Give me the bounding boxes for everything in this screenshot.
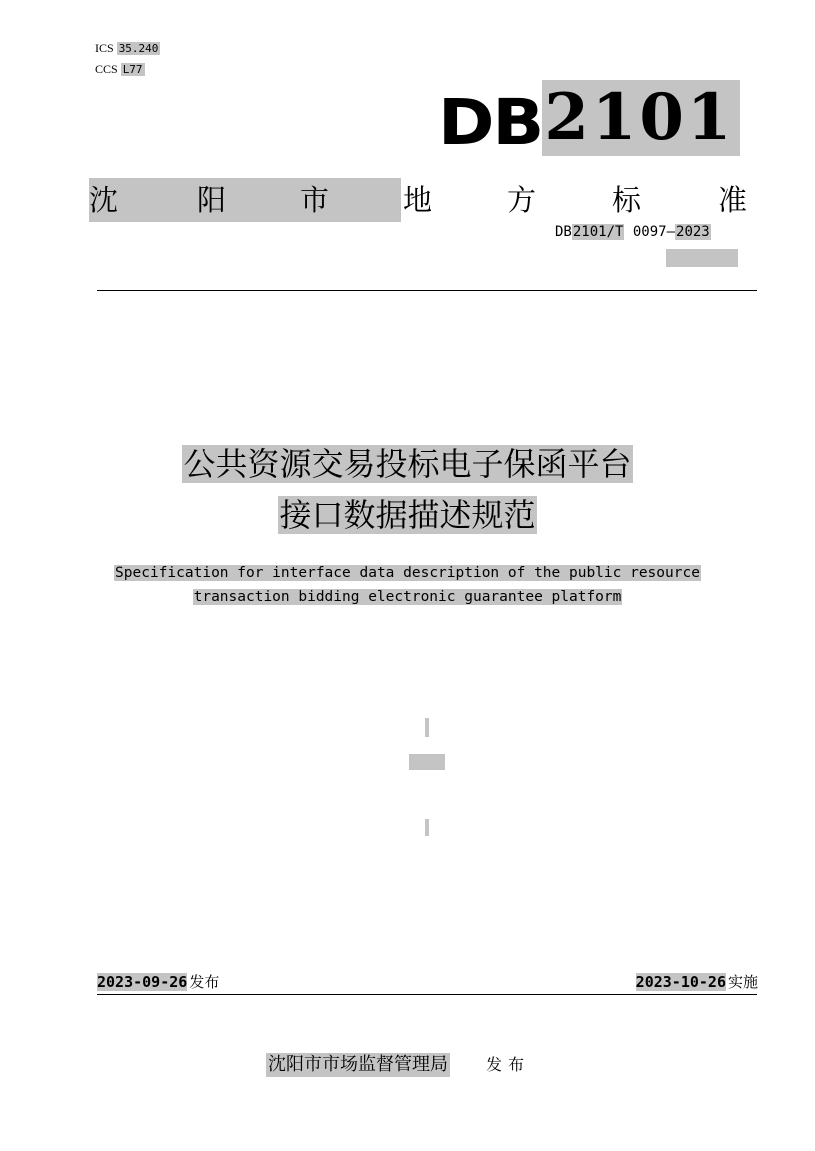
- placeholder-mark: [425, 718, 429, 737]
- effective-date: [636, 972, 758, 992]
- ccs-code: L77: [122, 63, 143, 76]
- ics-classification: [95, 41, 160, 56]
- blank-placeholder-box: [666, 249, 738, 267]
- issuer-name: 沈阳市市场监督管理局: [268, 1054, 448, 1075]
- english-title-line1: [0, 564, 815, 583]
- ics-code: 35.240: [118, 42, 159, 55]
- standard-type-char: 阳: [197, 183, 227, 217]
- main-title-line2: [0, 494, 815, 536]
- standard-code-number: 0097—: [624, 224, 676, 240]
- english-title-line2-text: transaction bidding electronic guarantee platform: [193, 589, 622, 605]
- standard-type-char: 地: [403, 183, 433, 217]
- standard-code-year: 2023: [676, 224, 710, 240]
- issuer-row: [266, 1053, 530, 1077]
- main-title-line2-text: 接口数据描述规范: [279, 496, 536, 534]
- standard-type-char: 市: [300, 183, 330, 217]
- db-logo-number: 2101: [542, 80, 740, 156]
- placeholder-mark: [409, 754, 445, 770]
- standard-code-prefix: DB: [555, 224, 572, 240]
- issuer-action: 发布: [486, 1055, 531, 1074]
- placeholder-mark: [425, 819, 429, 836]
- english-title-line2: [0, 588, 815, 607]
- standard-type-char: 标: [612, 183, 642, 217]
- effective-date-value: 2023-10-26: [635, 973, 726, 991]
- ics-label: ICS: [95, 41, 114, 55]
- standard-type-char: 方: [507, 183, 537, 217]
- publish-date: [97, 972, 219, 992]
- english-title-line1-text: Specification for interface data description of the public resource: [115, 565, 700, 581]
- standard-type-heading: [89, 178, 757, 222]
- publish-date-label: 发布: [189, 973, 220, 991]
- db-logo: [438, 80, 740, 159]
- main-title-line1-text: 公共资源交易投标电子保函平台: [183, 445, 632, 483]
- db-logo-prefix: DB: [438, 86, 543, 159]
- standard-type-char: 沈: [89, 183, 119, 217]
- top-divider: [97, 290, 757, 291]
- main-title-line1: [0, 443, 815, 485]
- ccs-label: CCS: [95, 62, 118, 76]
- standard-code-main: 2101/T: [572, 224, 624, 240]
- standard-type-char: 准: [718, 183, 748, 217]
- bottom-divider: [97, 994, 757, 995]
- standard-code: [555, 223, 711, 241]
- effective-date-label: 实施: [727, 973, 758, 991]
- publish-date-value: 2023-09-26: [97, 973, 188, 991]
- ccs-classification: [95, 62, 145, 77]
